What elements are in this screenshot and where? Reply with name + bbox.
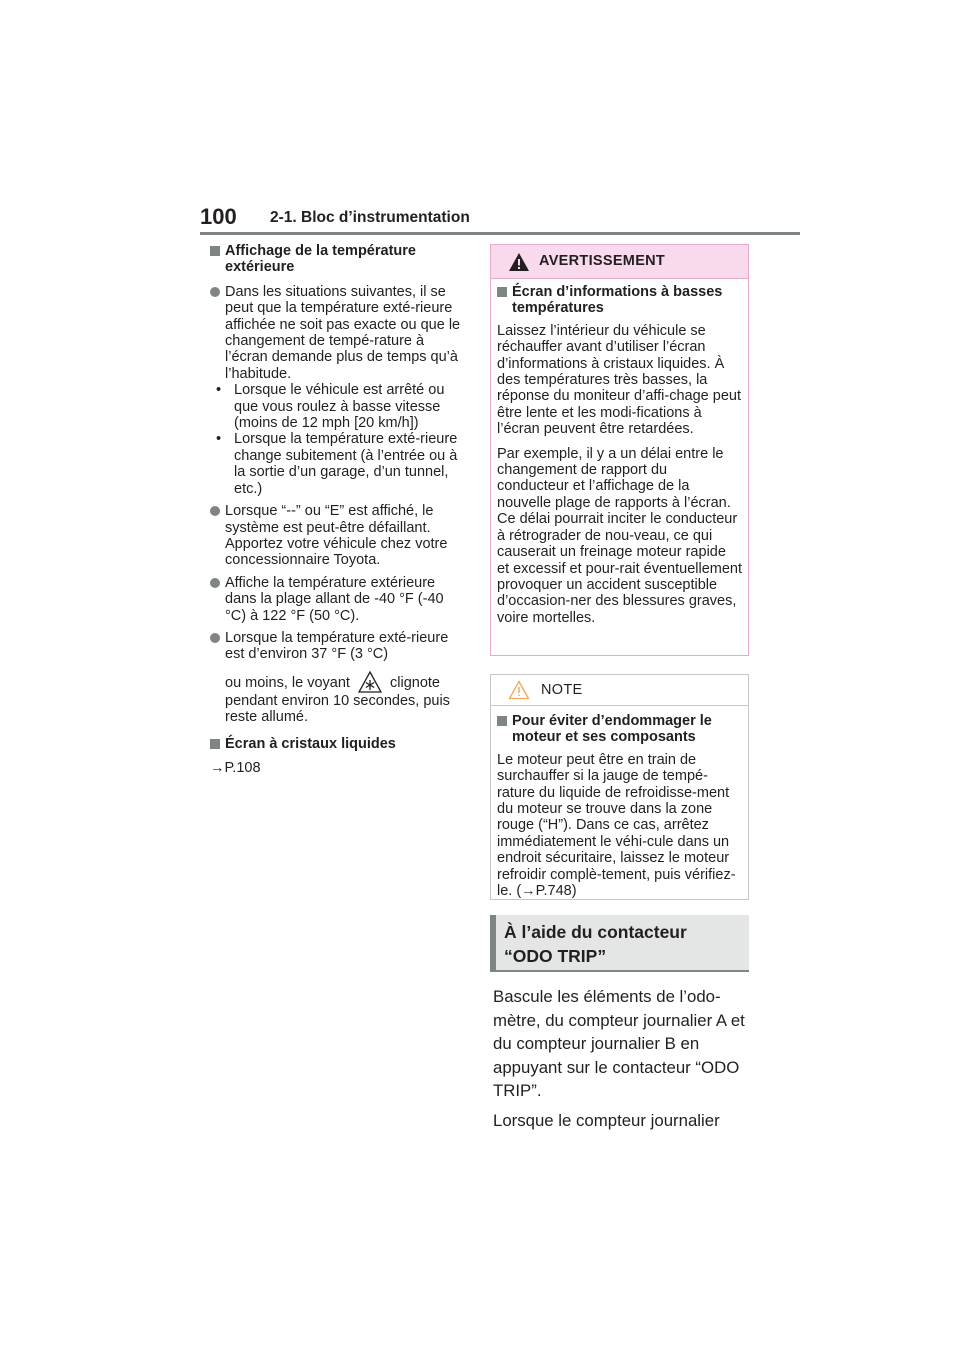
odo-paragraph: Bascule les éléments de l’odo-mètre, du compteur journalier A et du compteur journalier B en appuyant sur le contacteur “ODO TRIP”. — [493, 987, 745, 1101]
warning-heading: Écran d’informations à basses températures — [497, 284, 742, 317]
round-bullet-icon — [210, 633, 220, 643]
heading-outside-temperature: Affichage de la température extérieure — [210, 243, 468, 276]
warning-header — [491, 245, 748, 279]
header-divider — [200, 232, 800, 235]
ice-warning-icon — [358, 671, 382, 693]
sub-bullet: • — [216, 431, 222, 448]
round-bullet-icon — [210, 287, 220, 297]
warning-triangle-icon — [508, 252, 530, 272]
bullet-item: Lorsque “--” ou “E” est affiché, le système est peut-être défaillant. Apportez votre véhicule chez votre concessionnaire Toyota. — [210, 503, 468, 569]
warning-paragraph: Laissez l’intérieur du véhicule se réchauffer avant d’utiliser l’écran d’informations à cristaux liquides. À des températures très basses, la réponse du moniteur d’affi-chage peut être lente et les modi-fications à l’écran peuvent être retardées. — [497, 322, 741, 438]
warning-box — [490, 244, 749, 656]
square-bullet-icon — [210, 246, 220, 256]
bullet-item: Lorsque la température exté-rieure est d’environ 37 °F (3 °C) ou moins, le voyant clignote pendant environ 10 secondes, puis reste allumé. — [210, 630, 468, 726]
warning-label: AVERTISSEMENT — [539, 253, 666, 269]
square-bullet-icon — [497, 716, 507, 726]
odo-trip-heading: À l’aide du contacteur “ODO TRIP” — [490, 915, 749, 972]
sub-bullet: • — [216, 382, 222, 399]
warning-paragraph: Par exemple, il y a un délai entre le changement de rapport du conducteur et l’affichage de la nouvelle plage de rapports à l’écran. Ce délai pourrait inciter le conducteur à rétrograder de nou-veau, ce qui causerait un freinage moteur rapide et excessif et pour-rait éventuellement provoquer un accident susceptible d’occasion-ner des blessures graves, voire mortelles. — [497, 445, 743, 626]
page-number: 100 — [200, 204, 237, 229]
heading-lcd: Écran à cristaux liquides — [210, 736, 468, 752]
note-box — [490, 674, 749, 900]
sub-item: • Lorsque la température exté-rieure change subitement (à l’entrée ou à la sortie d’un garage, d’un tunnel, etc.) — [216, 431, 458, 497]
round-bullet-icon — [210, 578, 220, 588]
section-title: 2-1. Bloc d’instrumentation — [270, 209, 470, 226]
note-header — [491, 675, 748, 706]
note-paragraph: Le moteur peut être en train de surchauffer si la jauge de tempé-rature du liquide de refroidisse-ment du moteur se trouve dans la zone rouge (“H”). Dans ce cas, arrêtez immédiatement le véhi-cule dans un endroit sécuritaire, laissez le moteur refroidir complè-tement, puis vérifiez-le. (→P.748) — [497, 751, 736, 900]
square-bullet-icon — [210, 739, 220, 749]
bullet-item: Dans les situations suivantes, il se peut que la température exté-rieure affichée ne soit pas exacte ou que le changement de tempé-rature à l’écran demande plus de temps qu’à l’habitude. • Lorsque le véhicule est arrêté ou que vous roulez à basse vitesse (moins de 12 mph [20 km/h]) • Lorsque la température exté-rieure change subitement (à l’entrée ou à la sortie d’un garage, d’un tunnel, etc.) — [210, 284, 468, 497]
note-body — [491, 706, 748, 899]
warning-body — [491, 279, 748, 626]
round-bullet-icon — [210, 506, 220, 516]
odo-trip-text — [493, 985, 758, 1139]
page-reference-link[interactable]: →P.108 — [210, 759, 261, 776]
left-column — [210, 243, 468, 776]
note-label: NOTE — [541, 682, 583, 698]
odo-paragraph: Lorsque le compteur journalier — [493, 1110, 720, 1130]
caution-triangle-icon — [508, 680, 530, 700]
note-heading: Pour éviter d’endommager le moteur et ses composants — [497, 713, 742, 746]
square-bullet-icon — [497, 287, 507, 297]
sub-item: • Lorsque le véhicule est arrêté ou que vous roulez à basse vitesse (moins de 12 mph [20 km/h]) — [216, 382, 445, 432]
bullet-item: Affiche la température extérieure dans la plage allant de -40 °F (-40 °C) à 122 °F (50 °C). — [210, 575, 468, 624]
